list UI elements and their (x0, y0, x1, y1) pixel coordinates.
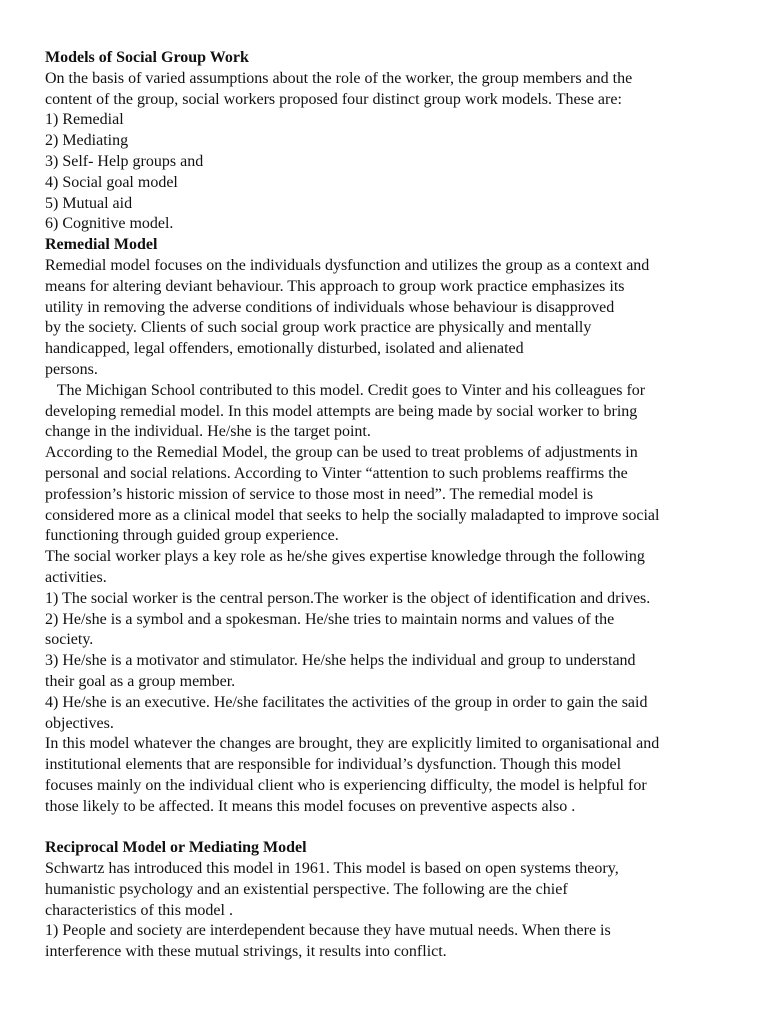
text-line: 4) Social goal model (45, 173, 178, 191)
text-line: 1) Remedial (45, 111, 124, 129)
blank-line (45, 817, 745, 838)
text-line: According to the Remedial Model, the group can be used to treat problems of adjustments in (45, 444, 638, 462)
text-line: The Michigan School contributed to this model. Credit goes to Vinter and his colleagues for (45, 381, 646, 399)
text-line: considered more as a clinical model that seeks to help the socially maladapted to improve social (45, 506, 660, 524)
text-line: institutional elements that are responsible for individual’s dysfunction. Though this model (45, 756, 622, 774)
text-line: their goal as a group member. (45, 672, 236, 690)
text-line: society. (45, 631, 94, 649)
text-line: personal and social relations. According to Vinter “attention to such problems reaffirms the (45, 464, 628, 482)
text-line: objectives. (45, 714, 114, 732)
text-line: activities. (45, 568, 107, 586)
text-line: The social worker plays a key role as he/she gives expertise knowledge through the following (45, 548, 645, 566)
text-line: 3) He/she is a motivator and stimulator. He/she helps the individual and group to understand (45, 652, 636, 670)
text-line: 1) The social worker is the central person.The worker is the object of identification and drives. (45, 589, 651, 607)
text-line: 3) Self- Help groups and (45, 152, 204, 170)
text-line: interference with these mutual strivings, it results into conflict. (45, 943, 447, 961)
text-line: humanistic psychology and an existential perspective. The following are the chief (45, 880, 568, 898)
text-line: developing remedial model. In this model attempts are being made by social worker to bring (45, 402, 638, 420)
text-line: by the society. Clients of such social group work practice are physically and mentally (45, 319, 592, 337)
text-line: characteristics of this model . (45, 901, 233, 919)
document-page (45, 48, 745, 963)
text-line: 6) Cognitive model. (45, 215, 174, 233)
text-line: content of the group, social workers proposed four distinct group work models. These are: (45, 90, 622, 108)
section-heading: Reciprocal Model or Mediating Model (45, 839, 307, 857)
document-body (45, 48, 745, 963)
text-line: 4) He/she is an executive. He/she facilitates the activities of the group in order to gain the said (45, 693, 648, 711)
section-heading: Remedial Model (45, 236, 158, 254)
text-line: functioning through guided group experience. (45, 527, 339, 545)
text-line: profession’s historic mission of service to those most in need”. The remedial model is (45, 485, 594, 503)
text-line: those likely to be affected. It means this model focuses on preventive aspects also . (45, 797, 576, 815)
text-line: Schwartz has introduced this model in 1961. This model is based on open systems theory, (45, 860, 619, 878)
text-line: 5) Mutual aid (45, 194, 133, 212)
text-line: utility in removing the adverse conditions of individuals whose behaviour is disapproved (45, 298, 615, 316)
text-line: 1) People and society are interdependent because they have mutual needs. When there is (45, 922, 611, 940)
text-line: handicapped, legal offenders, emotionally disturbed, isolated and alienated (45, 340, 524, 358)
text-line: On the basis of varied assumptions about the role of the worker, the group members and the (45, 69, 633, 87)
text-line: 2) Mediating (45, 132, 129, 150)
text-line: persons. (45, 360, 98, 378)
text-line: means for altering deviant behaviour. This approach to group work practice emphasizes its (45, 277, 625, 295)
text-line: 2) He/she is a symbol and a spokesman. He/she tries to maintain norms and values of the (45, 610, 615, 628)
text-line: focuses mainly on the individual client who is experiencing difficulty, the model is helpful for (45, 776, 647, 794)
text-line: Remedial model focuses on the individuals dysfunction and utilizes the group as a context and (45, 256, 650, 274)
text-line: change in the individual. He/she is the target point. (45, 423, 371, 441)
text-line: In this model whatever the changes are brought, they are explicitly limited to organisational and (45, 735, 660, 753)
section-heading: Models of Social Group Work (45, 49, 249, 66)
